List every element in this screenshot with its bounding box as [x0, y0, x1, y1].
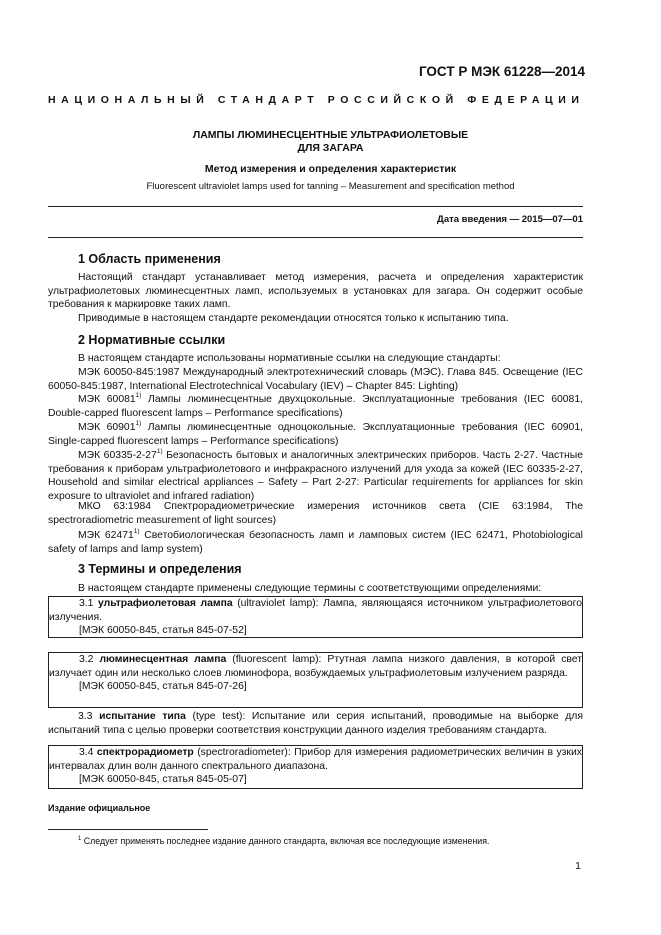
document-code: ГОСТ Р МЭК 61228—2014	[418, 64, 585, 79]
term-definition: (type test): Испытание или серия испытаний, проводимые на выборке для испытаний типа с целью проверки соответствия конструкции данного изделия требованиям стандарта.	[48, 711, 583, 736]
term-definition: (fluorescent lamp): Ртутная лампа низкого давления, в которой свет излучает один или несколько слоев люминофора, возбуждаемых ультрафиолетовым излучением разряда.	[49, 654, 582, 679]
section-2-intro: В настоящем стандарте использованы нормативные ссылки на следующие стандарты:	[78, 353, 501, 364]
normative-ref-3	[48, 421, 583, 448]
term-name: люминесцентная лампа	[99, 654, 227, 665]
term-box-3-2	[48, 652, 583, 708]
ref-code: МЭК 60335-2-27	[78, 450, 157, 461]
effective-date: Дата введения — 2015—07—01	[437, 214, 583, 225]
ref-text: Международный электротехнический словарь (МЭС). Глава 845. Освещение (IEC 60050-845:1987, International Electrotechnical Vocabulary (IEV) – Chapter 845: Lighting)	[48, 367, 583, 392]
page-number: 1	[575, 860, 581, 872]
footnote-mark: 1	[78, 836, 82, 842]
term-box-3-4	[48, 745, 583, 789]
term-3-3	[48, 710, 583, 737]
term-number: 3.2	[79, 654, 100, 665]
title-line-2: ДЛЯ ЗАГАРА	[297, 142, 364, 154]
footnote-text: Следует применять последнее издание данного стандарта, включая все последующие изменения.	[81, 836, 490, 846]
footnote	[78, 836, 489, 846]
section-1-paragraph-2: Приводимые в настоящем стандарте рекомендации относятся только к испытанию типа.	[78, 313, 509, 324]
section-1-paragraph-1: Настоящий стандарт устанавливает метод измерения, расчета и определения характеристик ультрафиолетовых люминесцентных ламп, используемых в установках для загара. Он содержит особые требования к маркировке таких ламп.	[48, 272, 583, 311]
ref-text: Лампы люминесцентные одноцокольные. Эксплуатационные требования (IEC 60901, Single-capped fluorescent lamps – Performance specifications)	[48, 422, 583, 447]
divider-top	[48, 206, 583, 207]
section-1-heading: 1 Область применения	[78, 252, 221, 266]
title-line-1: ЛАМПЫ ЛЮМИНЕСЦЕНТНЫЕ УЛЬТРАФИОЛЕТОВЫЕ	[192, 129, 469, 141]
term-number: 3.3	[78, 711, 100, 722]
term-definition: (ultraviolet lamp): Лампа, являющаяся источником ультрафиолетового излучения.	[49, 598, 582, 623]
english-title: Fluorescent ultraviolet lamps used for tanning – Measurement and specification method	[146, 181, 515, 192]
normative-ref-4	[48, 449, 583, 503]
ref-text: Безопасность бытовых и аналогичных электрических приборов. Часть 2-27. Частные требования к приборам ультрафиолетового и инфракрасного излучений для ухода за кожей (IEC 60335-2-27, Household and similar electrical appliances – Safety – Part 2-27: Particular requirements for appliances for skin exposure to ultraviolet and infrared radiation)	[48, 450, 583, 502]
section-3-intro: В настоящем стандарте применены следующие термины с соответствующими определениями:	[78, 583, 542, 594]
national-standard-banner: НАЦИОНАЛЬНЫЙ СТАНДАРТ РОССИЙСКОЙ ФЕДЕРАЦИИ	[48, 94, 585, 106]
term-definition: (spectroradiometer): Прибор для измерения радиометрических величин в узких интервалах длин волн данного спектрального диапазона.	[49, 747, 582, 772]
ref-code: МЭК 62471	[78, 530, 134, 541]
term-name: спектрорадиометр	[96, 747, 194, 758]
term-number: 3.4	[79, 747, 97, 758]
normative-ref-6	[48, 529, 583, 556]
term-number: 3.1	[79, 598, 98, 609]
footnote-ref: 1)	[135, 392, 142, 399]
term-name: ультрафиолетовая лампа	[98, 598, 233, 609]
subtitle: Метод измерения и определения характеристик	[204, 163, 457, 175]
ref-code: МЭК 60081	[78, 394, 136, 405]
normative-ref-1	[48, 366, 583, 393]
term-name: испытание типа	[99, 711, 186, 722]
footnote-ref: 1)	[135, 420, 142, 427]
normative-ref-5	[48, 500, 583, 527]
term-3-1	[49, 597, 582, 624]
term-source: [МЭК 60050-845, статья 845-07-26]	[79, 681, 247, 693]
official-edition-label: Издание официальное	[48, 803, 151, 813]
footnote-separator	[48, 829, 208, 830]
ref-text: Светобиологическая безопасность ламп и ламповых систем (IEC 62471, Photobiological safety of lamps and lamp system)	[48, 530, 583, 555]
term-source: [МЭК 60050-845, статья 845-05-07]	[79, 774, 247, 786]
term-box-3-1	[48, 596, 583, 638]
section-2-heading: 2 Нормативные ссылки	[78, 333, 226, 347]
term-source: [МЭК 60050-845, статья 845-07-52]	[79, 625, 247, 637]
footnote-ref: 1)	[156, 448, 163, 455]
ref-code: МКО 63:1984	[78, 501, 152, 512]
ref-code: МЭК 60901	[78, 422, 136, 433]
divider-bottom	[48, 237, 583, 238]
ref-code: МЭК 60050-845:1987	[78, 367, 180, 378]
footnote-ref: 1)	[133, 528, 140, 535]
term-3-2	[49, 653, 582, 680]
term-3-4	[49, 746, 582, 773]
section-3-heading: 3 Термины и определения	[78, 562, 242, 576]
ref-text: Лампы люминесцентные двухцокольные. Эксплуатационные требования (IEC 60081, Double-capped fluorescent lamps – Performance specifications)	[48, 394, 583, 419]
ref-text: Спектрорадиометрические измерения источников света (CIE 63:1984, The spectroradiometric measurement of light sources)	[48, 501, 583, 526]
normative-ref-2	[48, 393, 583, 420]
